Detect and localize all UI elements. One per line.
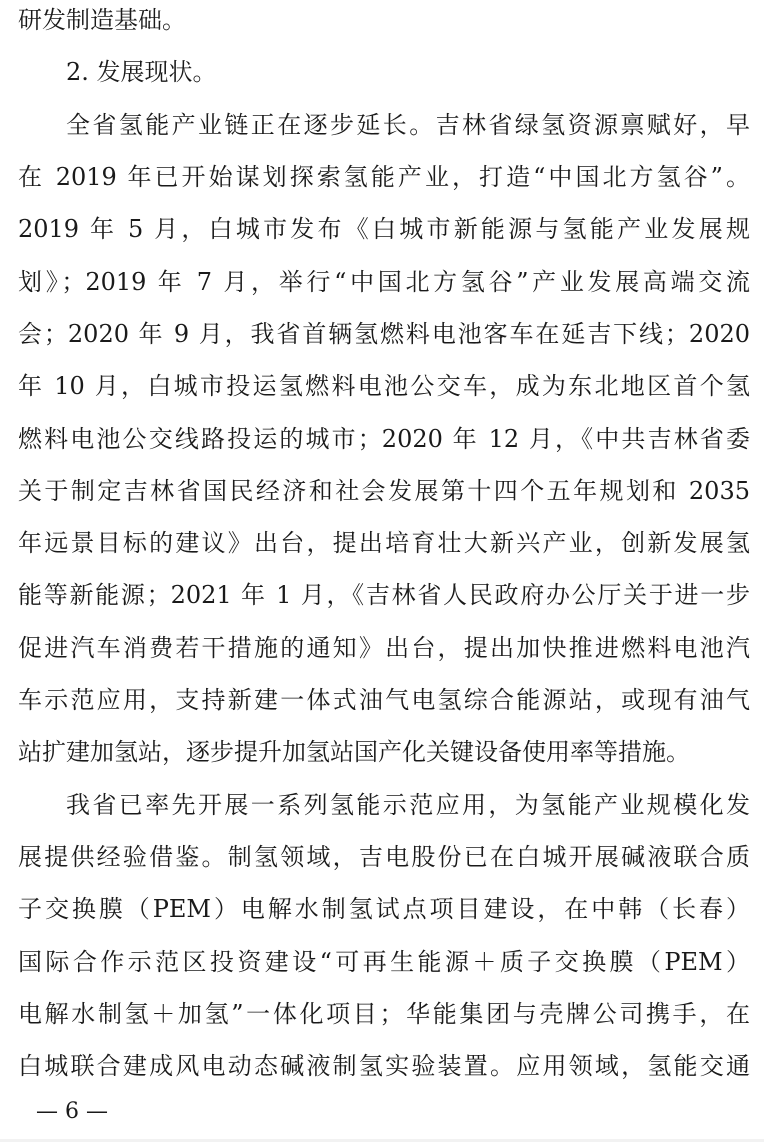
text-line-1: 研发制造基础。 xyxy=(18,6,186,34)
text-line-20: 电解水制氢＋加氢”一体化项目；华能集团与壳牌公司携手，在 xyxy=(18,1000,750,1028)
text-line-18: 子交换膜（PEM）电解水制氢试点项目建设，在中韩（长春） xyxy=(18,895,750,923)
text-line-10: 关于制定吉林省国民经济和社会发展第十四个五年规划和 2035 xyxy=(18,477,750,505)
page-number: — 6 — xyxy=(36,1099,108,1124)
text-line-6: 划》；2019 年 7 月，举行“中国北方氢谷”产业发展高端交流 xyxy=(18,268,750,296)
text-line-14: 车示范应用，支持新建一体式油气电氢综合能源站，或现有油气 xyxy=(18,686,750,714)
text-line-5: 2019 年 5 月，白城市发布《白城市新能源与氢能产业发展规 xyxy=(18,215,750,243)
text-line-13: 促进汽车消费若干措施的通知》出台，提出加快推进燃料电池汽 xyxy=(18,634,750,662)
text-line-19: 国际合作示范区投资建设“可再生能源＋质子交换膜（PEM） xyxy=(18,948,750,976)
text-line-15: 站扩建加氢站，逐步提升加氢站国产化关键设备使用率等措施。 xyxy=(18,738,690,766)
text-line-12: 能等新能源；2021 年 1 月，《吉林省人民政府办公厅关于进一步 xyxy=(18,581,750,609)
text-line-4: 在 2019 年已开始谋划探索氢能产业，打造“中国北方氢谷”。 xyxy=(18,163,750,191)
text-line-17: 展提供经验借鉴。制氢领域，吉电股份已在白城开展碱液联合质 xyxy=(18,843,750,871)
text-line-8: 年 10 月，白城市投运氢燃料电池公交车，成为东北地区首个氢 xyxy=(18,372,750,400)
text-line-3: 全省氢能产业链正在逐步延长。吉林省绿氢资源禀赋好，早 xyxy=(66,111,750,139)
text-line-11: 年远景目标的建议》出台，提出培育壮大新兴产业，创新发展氢 xyxy=(18,529,750,557)
text-line-16: 我省已率先开展一系列氢能示范应用，为氢能产业规模化发 xyxy=(66,791,750,819)
text-line-7: 会；2020 年 9 月，我省首辆氢燃料电池客车在延吉下线；2020 xyxy=(18,320,750,348)
text-line-9: 燃料电池公交线路投运的城市；2020 年 12 月，《中共吉林省委 xyxy=(18,425,750,453)
text-line-21: 白城联合建成风电动态碱液制氢实验装置。应用领域，氢能交通 xyxy=(18,1052,750,1080)
section-heading: 2. 发展现状。 xyxy=(66,58,217,86)
